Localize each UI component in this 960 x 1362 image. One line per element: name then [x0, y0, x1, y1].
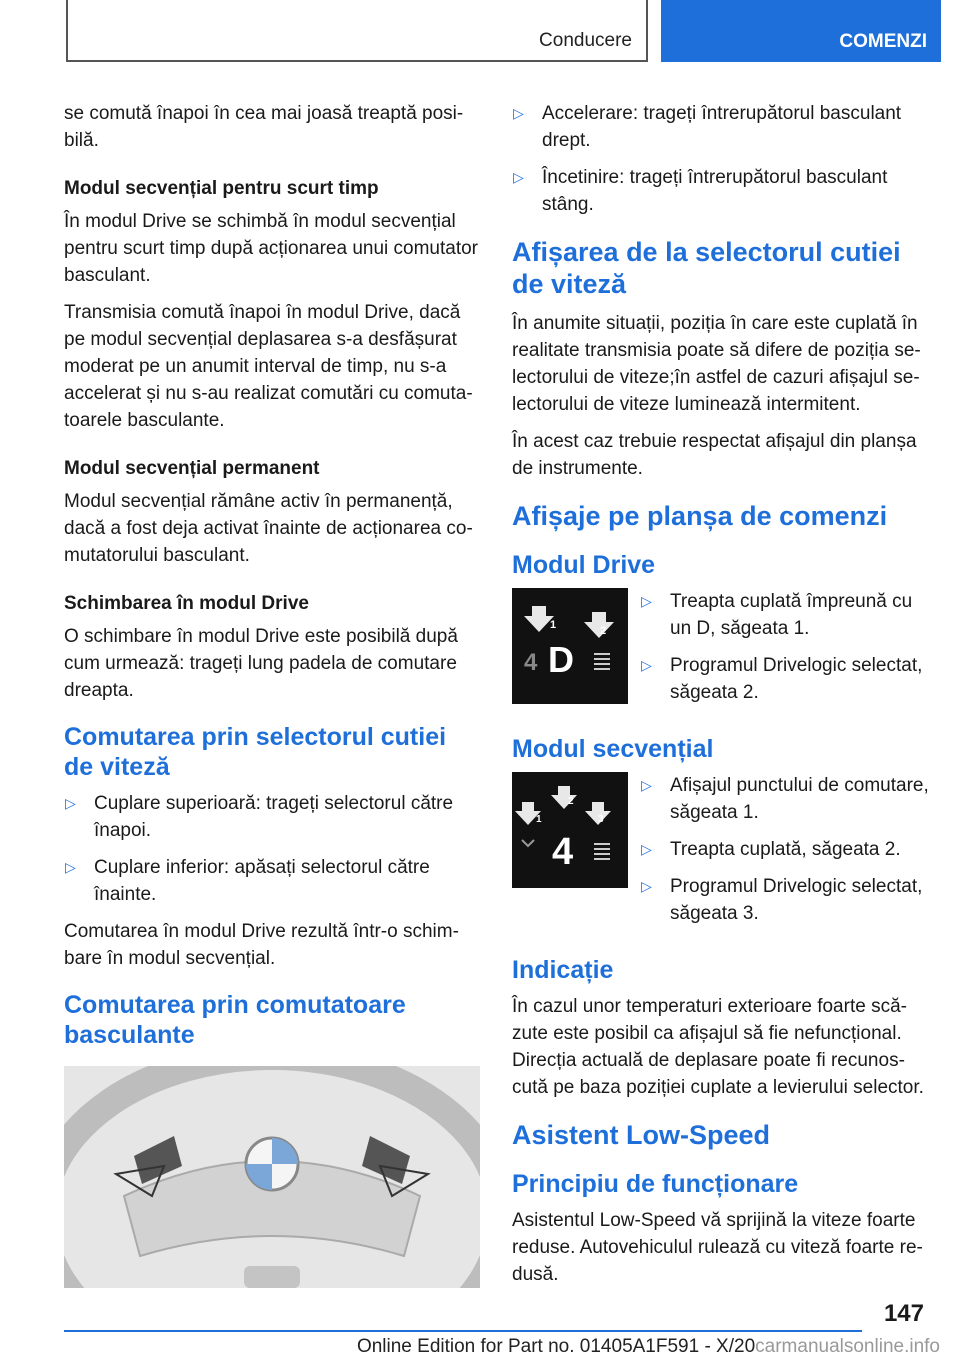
list-item: ▷ Treapta cuplată împreună cu un D, săgeata 1. [640, 588, 930, 642]
bullet-triangle-icon: ▷ [513, 169, 524, 185]
paragraph: O schimbare în modul Drive este posibilă după cum urmează: trageți lung padela de comutare dreapta. [64, 626, 458, 701]
footer [0, 1336, 940, 1358]
drive-mode-display-image [512, 588, 628, 704]
list-item: ▷ Programul Drivelogic selectat, săgeata 3. [640, 873, 930, 927]
display-gear: 4 [552, 831, 574, 873]
paragraph: În modul Drive se schimbă în modul secvențial pentru scurt timp după acționarea unui comutator basculant. [64, 211, 479, 286]
paragraph: se comută înapoi în cea mai joasă treaptă posibilă. [64, 103, 464, 151]
page-number: 147 [883, 1300, 924, 1327]
arrow-number-2: 2 [600, 625, 607, 637]
bullet-triangle-icon: ▷ [641, 841, 652, 857]
paragraph: Asistentul Low-Speed vă sprijină la viteze foarte reduse. Autovehiculul rulează cu viteză foarte redusă. [512, 1210, 923, 1285]
subheading-permanent: Modul secvențial permanent [64, 458, 320, 479]
edition-text: Online Edition for Part no. 01405A1F591 - X/20 [356, 1336, 756, 1357]
subheading-short-sequential: Modul secvențial pentru scurt timp [64, 178, 379, 199]
display-gear: D [548, 639, 574, 680]
sequential-mode-display-image [512, 772, 628, 888]
list-item: ▷ Afișajul punctului de comutare, săgeata 1. [640, 772, 930, 826]
heading-paddles: Comutarea prin comutatoare basculante [64, 991, 406, 1049]
header-section-label: Conducere [539, 30, 632, 51]
list-item: ▷ Încetinire: trageți întrerupătorul basculant stâng. [512, 164, 930, 218]
heading-selector-display: Afișarea de la selectorul cutiei de viteză [512, 237, 901, 299]
watermark: carmanualsonline.info [755, 1336, 940, 1357]
bullet-triangle-icon: ▷ [641, 657, 652, 673]
subheading-drive-change: Schimbarea în modul Drive [64, 593, 309, 614]
bullet-triangle-icon: ▷ [65, 859, 76, 875]
header-section [66, 0, 648, 62]
bullet-triangle-icon: ▷ [641, 878, 652, 894]
list-item: ▷ Cuplare superioară: trageți selectorul către înapoi. [64, 790, 482, 844]
heading-note: Indicație [512, 956, 614, 984]
paragraph: În cazul unor temperaturi exterioare foarte scăzute este posibil ca afișajul să fie nefuncțional. Direcția actuală de deplasare poate fi recunoscută pe baza poziției cuplate a levierului selector. [512, 996, 924, 1098]
paragraph: Transmisia comută înapoi în modul Drive, dacă pe modul secvențial deplasarea s-a desfășurat moderat pe un anumit interval de timp, nu s-a accelerat și nu s-au realizat comutări cu comutatoarele basculante. [64, 302, 473, 431]
display-small-gear: 4 [524, 649, 538, 676]
heading-drive-mode: Modul Drive [512, 551, 656, 579]
arrow-number-2: 2 [568, 796, 574, 807]
heading-instrument-displays: Afișaje pe planșa de comenzi [512, 501, 888, 531]
list-item: ▷ Accelerare: trageți întrerupătorul basculant drept. [512, 100, 930, 154]
paragraph: Comutarea în modul Drive rezultă într-o schimbare în modul secvențial. [64, 921, 459, 969]
arrow-number-1: 1 [550, 619, 557, 631]
header-tab [661, 0, 941, 62]
heading-principle: Principiu de funcționare [512, 1170, 799, 1198]
right-column [512, 100, 930, 1298]
bullet-triangle-icon: ▷ [641, 777, 652, 793]
bullet-triangle-icon: ▷ [513, 105, 524, 121]
drive-figure-row [512, 588, 930, 716]
heading-selector: Comutarea prin selectorul cutiei de viteză [64, 723, 447, 781]
heading-sequential-mode: Modul secvențial [512, 735, 714, 763]
arrow-number-3: 3 [598, 814, 604, 825]
list-item: ▷ Cuplare inferior: apăsați selectorul către înainte. [64, 854, 482, 908]
sequential-figure-row [512, 772, 930, 937]
paragraph: În anumite situații, poziția în care este cuplată în realitate transmisia poate să difere de poziția selectorului de viteze;în astfel de cazuri afișajul selectorului de viteze luminează intermitent. [512, 313, 921, 415]
paragraph: Modul secvențial rămâne activ în permanență, dacă a fost deja activat înainte de acționarea comutatorului basculant. [64, 491, 473, 566]
bullet-triangle-icon: ▷ [641, 593, 652, 609]
list-item: ▷ Programul Drivelogic selectat, săgeata 2. [640, 652, 930, 706]
arrow-number-1: 1 [536, 814, 542, 825]
header-tab-label: COMENZI [839, 31, 927, 52]
left-column [64, 100, 482, 1288]
bullet-triangle-icon: ▷ [65, 795, 76, 811]
list-item: ▷ Treapta cuplată, săgeata 2. [640, 836, 930, 863]
paragraph: În acest caz trebuie respectat afișajul din planșa de instrumente. [512, 431, 917, 479]
steering-wheel-image [64, 1066, 480, 1288]
heading-low-speed: Asistent Low-Speed [512, 1120, 771, 1150]
footer-divider [64, 1330, 862, 1332]
